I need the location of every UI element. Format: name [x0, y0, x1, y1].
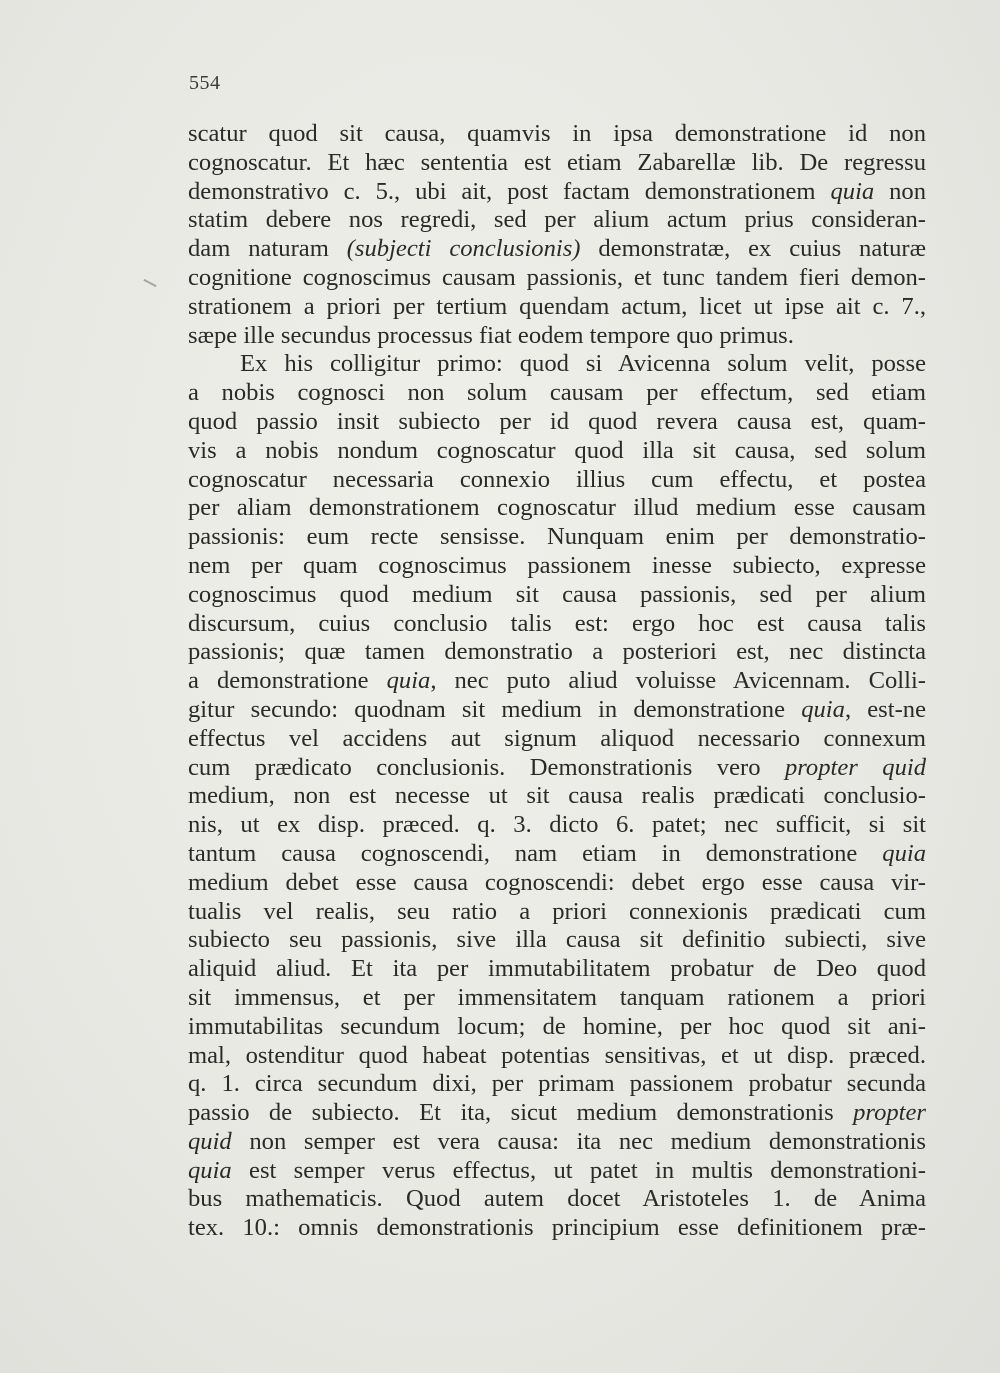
text-segment: subiecto seu passionis, sive illa causa sit definitio subiecti, sive [188, 926, 926, 954]
text-line [188, 869, 926, 898]
text-segment: sæpe ille secundus processus fiat eodem tempore quo primus. [188, 321, 794, 349]
text-segment: est semper verus effectus, ut patet in multis demonstrationi- [231, 1156, 926, 1184]
text-segment: cognoscatur necessaria connexio illius cum effectu, et postea [188, 465, 926, 493]
text-segment: a demonstratione [188, 667, 387, 695]
italic-text: quia [188, 1156, 232, 1184]
text-line [188, 581, 926, 610]
text-line [188, 898, 926, 927]
text-segment: quod passio insit subiecto per id quod revera causa est, quam- [188, 407, 926, 435]
text-line [188, 782, 926, 811]
text-line [188, 178, 926, 207]
text-line [188, 840, 926, 869]
text-segment: nem per quam cognoscimus passionem inesse subiecto, expresse [188, 551, 926, 579]
text-segment: cognitione cognoscimus causam passionis, et tunc tandem fieri demon- [188, 263, 926, 291]
margin-mark [143, 279, 156, 287]
body-text [188, 120, 926, 1243]
page-number: 554 [189, 72, 221, 94]
text-line [188, 754, 926, 783]
text-line [188, 264, 926, 293]
text-line [188, 1185, 926, 1214]
text-line [188, 379, 926, 408]
text-segment: dam naturam [188, 235, 347, 263]
text-line [188, 552, 926, 581]
text-line [188, 811, 926, 840]
text-segment: non [874, 177, 927, 205]
italic-text: quia [386, 667, 431, 695]
text-line [188, 955, 926, 984]
italic-text: propter [853, 1099, 926, 1127]
text-segment: demonstratæ, ex cuius naturæ [580, 235, 926, 263]
text-line [188, 206, 926, 235]
text-segment: vis a nobis nondum cognoscatur quod illa sit causa, sed solum [188, 436, 926, 464]
text-segment: Ex his colligitur primo: quod si Avicenna solum velit, posse [240, 350, 926, 378]
text-segment: demonstrativo c. 5., ubi ait, post factam demonstrationem [188, 177, 831, 205]
italic-text: quia [882, 839, 926, 867]
text-line [188, 638, 926, 667]
italic-text: propter quid [784, 753, 926, 781]
text-line [188, 1128, 926, 1157]
text-segment: strationem a priori per tertium quendam actum, licet ut ipse ait c. 7., [188, 292, 926, 320]
text-line [188, 1214, 926, 1243]
text-line [188, 494, 926, 523]
text-line [188, 725, 926, 754]
text-segment: scatur quod sit causa, quamvis in ipsa demonstratione id non [188, 120, 926, 147]
text-segment: , est-ne [844, 695, 926, 723]
text-line [188, 1070, 926, 1099]
text-segment: immutabilitas secundum locum; de homine, per hoc quod sit ani- [188, 1012, 926, 1040]
text-line [188, 984, 926, 1013]
text-line [188, 667, 926, 696]
text-line [188, 149, 926, 178]
text-segment: aliquid aliud. Et ita per immutabilitatem probatur de Deo quod [188, 955, 926, 983]
text-line [188, 408, 926, 437]
text-line [188, 1042, 926, 1071]
text-segment: nis, ut ex disp. præced. q. 3. dicto 6. patet; nec sufficit, si sit [188, 811, 926, 839]
text-segment: tex. 10.: omnis demonstrationis principium esse definitionem præ- [188, 1214, 926, 1242]
text-segment: bus mathematicis. Quod autem docet Aristoteles 1. de Anima [188, 1185, 926, 1213]
text-line [188, 926, 926, 955]
text-line [188, 523, 926, 552]
text-line [188, 350, 926, 379]
text-line [188, 466, 926, 495]
text-line [188, 1013, 926, 1042]
text-line [188, 437, 926, 466]
text-line [188, 120, 926, 149]
italic-text: quia [830, 177, 875, 205]
text-line [188, 293, 926, 322]
text-segment: non semper est vera causa: ita nec medium demonstrationis [231, 1127, 926, 1155]
text-segment: sit immensus, et per immensitatem tanquam rationem a priori [188, 983, 926, 1011]
text-segment: cognoscatur. Et hæc sententia est etiam Zabarellæ lib. De regressu [188, 148, 926, 176]
text-segment: , nec puto aliud voluisse Avicennam. Colli- [430, 667, 926, 695]
text-segment: q. 1. circa secundum dixi, per primam passionem probatur secunda [188, 1070, 926, 1098]
text-segment: passio de subiecto. Et ita, sicut medium demonstrationis [188, 1099, 854, 1127]
text-segment: medium debet esse causa cognoscendi: debet ergo esse causa vir- [188, 868, 926, 896]
text-line [188, 1099, 926, 1128]
italic-text: quid [188, 1127, 232, 1155]
italic-text: quia [801, 695, 845, 723]
text-segment: passionis; quæ tamen demonstratio a posteriori est, nec distincta [188, 638, 926, 666]
text-line [188, 322, 926, 351]
text-segment: tantum causa cognoscendi, nam etiam in demonstratione [188, 839, 883, 867]
text-line [188, 696, 926, 725]
text-segment: passionis: eum recte sensisse. Nunquam enim per demonstratio- [188, 523, 926, 551]
text-segment: cognoscimus quod medium sit causa passionis, sed per alium [188, 580, 926, 608]
text-segment: statim debere nos regredi, sed per alium actum prius consideran- [188, 206, 926, 234]
text-segment: per aliam demonstrationem cognoscatur illud medium esse causam [188, 494, 926, 522]
text-line [188, 1157, 926, 1186]
text-segment: tualis vel realis, seu ratio a priori connexionis prædicati cum [188, 897, 926, 925]
italic-text: (subjecti conclusionis) [346, 235, 581, 263]
text-segment: mal, ostenditur quod habeat potentias sensitivas, et ut disp. præced. [188, 1041, 926, 1069]
text-line [188, 610, 926, 639]
text-segment: medium, non est necesse ut sit causa realis prædicati conclusio- [188, 782, 926, 810]
text-line [188, 235, 926, 264]
text-segment: cum prædicato conclusionis. Demonstrationis vero [188, 753, 785, 781]
text-segment: effectus vel accidens aut signum aliquod necessario connexum [188, 724, 926, 752]
text-segment: a nobis cognosci non solum causam per effectum, sed etiam [188, 379, 926, 407]
text-segment: discursum, cuius conclusio talis est: ergo hoc est causa talis [188, 609, 926, 637]
text-segment: gitur secundo: quodnam sit medium in demonstratione [188, 695, 802, 723]
